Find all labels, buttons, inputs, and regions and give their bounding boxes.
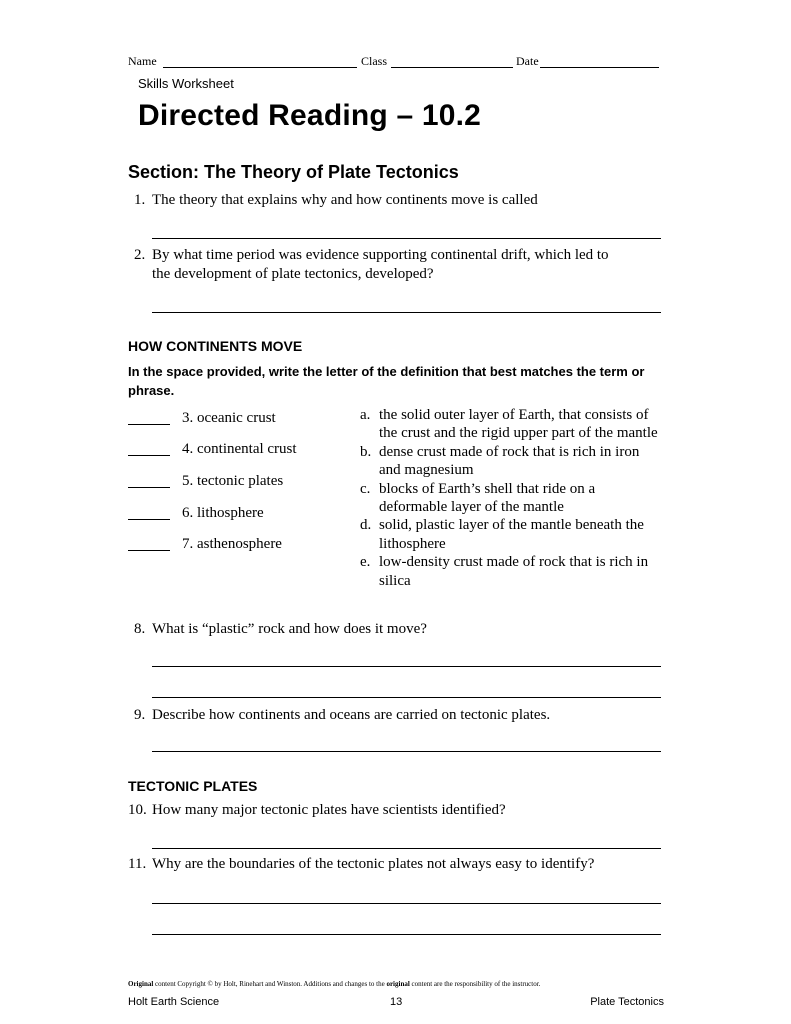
question-text: Why are the boundaries of the tectonic plates not always easy to identify? <box>152 856 595 872</box>
definition-letter: d. <box>360 517 372 534</box>
skills-worksheet-label: Skills Worksheet <box>138 76 234 91</box>
question-text-line-2: the development of plate tectonics, developed? <box>152 266 434 282</box>
answer-line-8b[interactable] <box>152 697 661 698</box>
question-number: 10. <box>128 802 147 818</box>
footer-chapter-title: Plate Tectonics <box>590 996 664 1008</box>
answer-line-9[interactable] <box>152 751 661 752</box>
tectonic-plates-heading: TECTONIC PLATES <box>128 778 258 794</box>
definition-item <box>360 480 660 517</box>
term-item <box>128 441 348 461</box>
term-label: oceanic crust <box>197 410 276 426</box>
term-number: 5. <box>182 473 194 489</box>
name-label: Name <box>128 54 157 68</box>
answer-line-11b[interactable] <box>152 934 661 935</box>
answer-line-11a[interactable] <box>152 903 661 904</box>
term-item <box>128 410 348 430</box>
answer-line-10[interactable] <box>152 848 661 849</box>
copyright-bold-2: original <box>386 980 410 988</box>
question-text: Describe how continents and oceans are carried on tectonic plates. <box>152 707 551 723</box>
answer-line-2[interactable] <box>152 312 661 313</box>
answer-line-8a[interactable] <box>152 666 661 667</box>
definition-item <box>360 516 660 553</box>
term-label: asthenosphere <box>197 536 282 552</box>
definition-text: dense crust made of rock that is rich in iron and magnesium <box>379 443 640 479</box>
matching-instruction: In the space provided, write the letter of the definition that best matches the term or phrase. <box>128 364 645 398</box>
term-number: 6. <box>182 505 194 521</box>
copyright-notice <box>128 980 668 988</box>
question-number: 11. <box>128 856 147 872</box>
question-number: 2. <box>134 247 146 263</box>
class-field[interactable] <box>391 67 513 68</box>
footer-book-title: Holt Earth Science <box>128 996 220 1008</box>
term-answer-blank[interactable] <box>128 487 170 488</box>
section-title: Section: The Theory of Plate Tectonics <box>128 162 459 182</box>
term-number: 3. <box>182 410 194 426</box>
term-answer-blank[interactable] <box>128 550 170 551</box>
question-2 <box>128 246 668 286</box>
definition-letter: b. <box>360 443 372 460</box>
date-label: Date <box>516 54 539 68</box>
definition-text: the solid outer layer of Earth, that consists of the crust and the rigid upper part of the mantle <box>379 407 658 442</box>
term-label: continental crust <box>197 441 297 457</box>
class-label: Class <box>361 54 388 68</box>
student-info-header <box>128 54 668 70</box>
term-label: lithosphere <box>197 505 264 521</box>
definition-item <box>360 406 660 443</box>
definition-letter: e. <box>360 554 371 571</box>
term-number: 4. <box>182 441 194 457</box>
definition-text: blocks of Earth’s shell that ride on a deformable layer of the mantle <box>379 480 596 516</box>
question-text: What is “plastic” rock and how does it move? <box>152 621 427 637</box>
definition-item <box>360 553 660 590</box>
name-field[interactable] <box>163 67 357 68</box>
copyright-bold-1: Original <box>128 980 154 988</box>
definition-text: solid, plastic layer of the mantle beneath the lithosphere <box>379 517 644 552</box>
how-continents-move-heading: HOW CONTINENTS MOVE <box>128 338 303 354</box>
copyright-text-2: content are the responsibility of the instructor. <box>409 980 541 988</box>
definition-item <box>360 443 660 480</box>
question-number: 9. <box>134 707 146 723</box>
term-number: 7. <box>182 536 194 552</box>
definition-letter: a. <box>360 407 371 423</box>
term-item <box>128 473 348 493</box>
copyright-text-1: content Copyright © by Holt, Rinehart and Winston. Additions and changes to the <box>153 980 387 988</box>
page-number: 13 <box>390 996 403 1008</box>
question-text-line-1: By what time period was evidence supporting continental drift, which led to <box>152 247 609 263</box>
page-title: Directed Reading – 10.2 <box>138 99 482 132</box>
question-text: The theory that explains why and how continents move is called <box>152 192 538 208</box>
definition-letter: c. <box>360 480 371 497</box>
question-text: How many major tectonic plates have scientists identified? <box>152 802 506 818</box>
date-field[interactable] <box>540 67 659 68</box>
definitions-list <box>360 406 660 590</box>
question-number: 8. <box>134 621 146 637</box>
term-item <box>128 505 348 525</box>
page-footer <box>128 996 664 1012</box>
term-answer-blank[interactable] <box>128 519 170 520</box>
term-answer-blank[interactable] <box>128 455 170 456</box>
question-number: 1. <box>134 192 146 208</box>
term-item <box>128 536 348 556</box>
definition-text: low-density crust made of rock that is rich in silica <box>379 554 649 589</box>
term-answer-blank[interactable] <box>128 424 170 425</box>
answer-line-1[interactable] <box>152 238 661 239</box>
term-label: tectonic plates <box>197 473 284 489</box>
